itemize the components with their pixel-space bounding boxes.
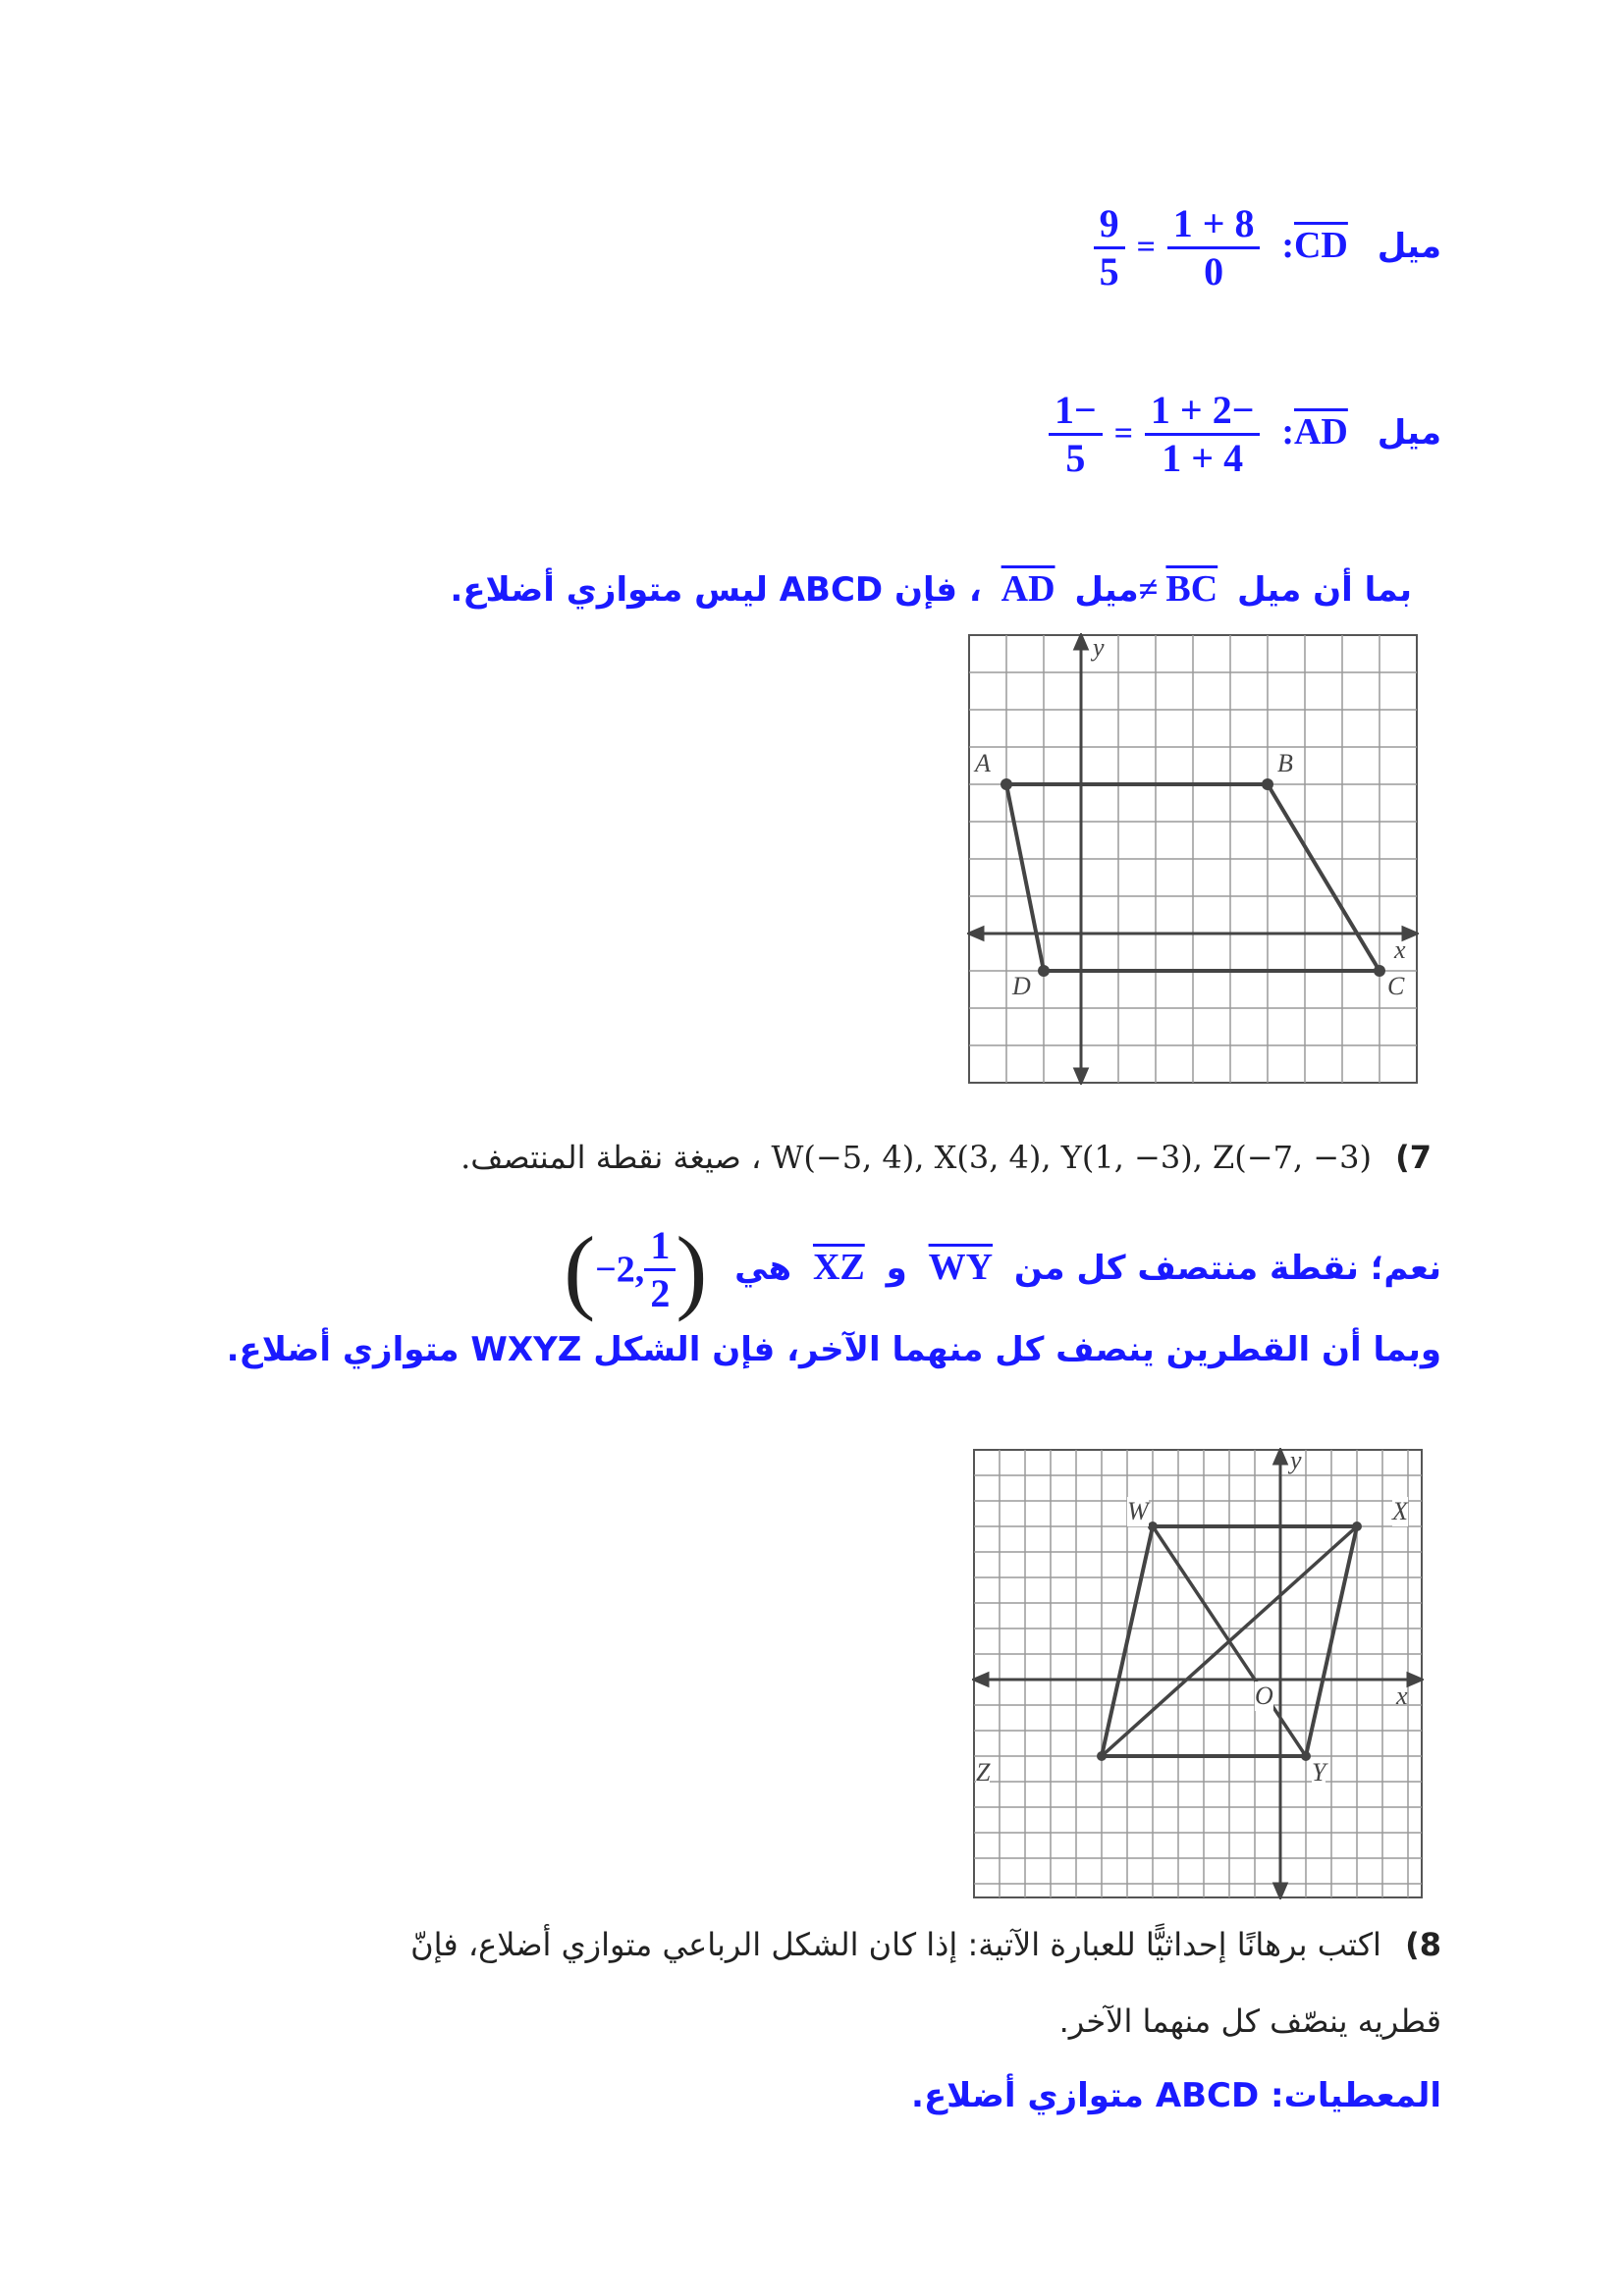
slope-label: ميل (1377, 413, 1441, 453)
midpoint-x: −2, (595, 1249, 645, 1291)
fraction-numerator: 8 + 1 (1167, 201, 1261, 249)
fraction-denominator: 5 (1099, 249, 1119, 294)
point-d-label: D (1012, 972, 1031, 1000)
conclusion-not-parallelogram (450, 567, 1412, 611)
not-equal-sign: ≠ (1138, 569, 1159, 609)
graph-wxyz-svg (972, 1448, 1424, 1899)
segment-wy: WY (928, 1247, 994, 1288)
segment-ad: AD (1293, 411, 1348, 453)
answer-text: نعم؛ نقطة منتصف كل من (1013, 1249, 1441, 1288)
conclusion-text-1: بما أن ميل (1237, 570, 1412, 610)
point-c-label: C (1387, 972, 1405, 1000)
problem-8-text-2: قطريه ينصّف كل منهما الآخر. (1058, 2002, 1441, 2040)
midpoint-y-fraction (644, 1223, 676, 1316)
problem-7 (460, 1139, 1432, 1176)
y-axis-label: y (1290, 1446, 1302, 1474)
conclusion-text-3: ، فإن ABCD ليس متوازي أضلاع. (450, 570, 982, 610)
answer-7-line-1 (564, 1215, 1441, 1324)
problem-8-line-2 (1059, 2002, 1441, 2040)
fraction-ad-result (1049, 388, 1103, 481)
colon: : (1281, 411, 1294, 453)
point-x-label: X (1392, 1497, 1408, 1525)
equals-sign: = (1113, 415, 1134, 452)
colon: : (1281, 225, 1294, 266)
fraction-cd-result (1094, 201, 1125, 294)
problem-number: 8) (1405, 1926, 1441, 1963)
slope-label: ميل (1377, 227, 1441, 266)
problem-number: 7) (1395, 1139, 1432, 1176)
fraction-numerator: 1 (644, 1223, 676, 1271)
slope-cd-line (1094, 201, 1441, 294)
point-a-label: A (975, 749, 991, 777)
point-w-label: W (1127, 1497, 1149, 1525)
point-y-label: Y (1312, 1758, 1326, 1787)
answer-7-line-2 (227, 1330, 1441, 1369)
answer-conclusion: وبما أن القطرين ينصف كل منهما الآخر، فإن الشكل WXYZ متوازي أضلاع. (226, 1330, 1441, 1369)
given-statement (911, 2076, 1441, 2115)
segment-bc: BC (1165, 568, 1218, 610)
segment-xz: XZ (812, 1247, 865, 1288)
point-z-label: Z (976, 1758, 991, 1787)
fraction-numerator: 9 (1094, 201, 1125, 249)
midpoint-value: (−2, $\frac{1}{2}$ ) (564, 1217, 708, 1322)
graph-abcd-svg (967, 633, 1419, 1085)
and-word: و (886, 1249, 907, 1288)
fraction-denominator: 4 + 1 (1162, 436, 1244, 480)
problem-8-line-1 (410, 1926, 1441, 1963)
fraction-numerator: −2 + 1 (1145, 388, 1261, 436)
point-b-label: B (1277, 749, 1293, 777)
conclusion-text-2: ميل (1074, 570, 1139, 610)
problem-8-text-1: اكتب برهانًا إحداثيًّا للعبارة الآتية: إذا كان الشكل الرباعي متوازي أضلاع، فإنّ (410, 1926, 1381, 1963)
coordinate-graph-wxyz (972, 1448, 1424, 1899)
fraction-cd-raw (1167, 201, 1261, 294)
given-text: المعطيات: ABCD متوازي أضلاع. (911, 2076, 1441, 2115)
is-word: هي (734, 1249, 792, 1288)
y-axis-label: y (1093, 633, 1105, 662)
problem-7-text: W(−5, 4), X(3, 4), Y(1, −3), Z(−7, −3) ، صيغة نقطة المنتصف. (460, 1139, 1372, 1176)
coordinate-graph-abcd (967, 633, 1419, 1085)
segment-ad: AD (1001, 568, 1055, 610)
fraction-denominator: 5 (1065, 436, 1086, 480)
fraction-numerator: −1 (1049, 388, 1103, 436)
slope-ad-line (1049, 388, 1441, 481)
x-axis-label: x (1394, 935, 1406, 964)
origin-label: O (1255, 1682, 1273, 1710)
equals-sign: = (1136, 229, 1156, 265)
fraction-ad-raw (1145, 388, 1261, 481)
x-axis-label: x (1396, 1682, 1408, 1710)
fraction-denominator: 0 (1204, 249, 1224, 294)
fraction-denominator: 2 (650, 1271, 671, 1315)
segment-cd: CD (1293, 225, 1348, 266)
